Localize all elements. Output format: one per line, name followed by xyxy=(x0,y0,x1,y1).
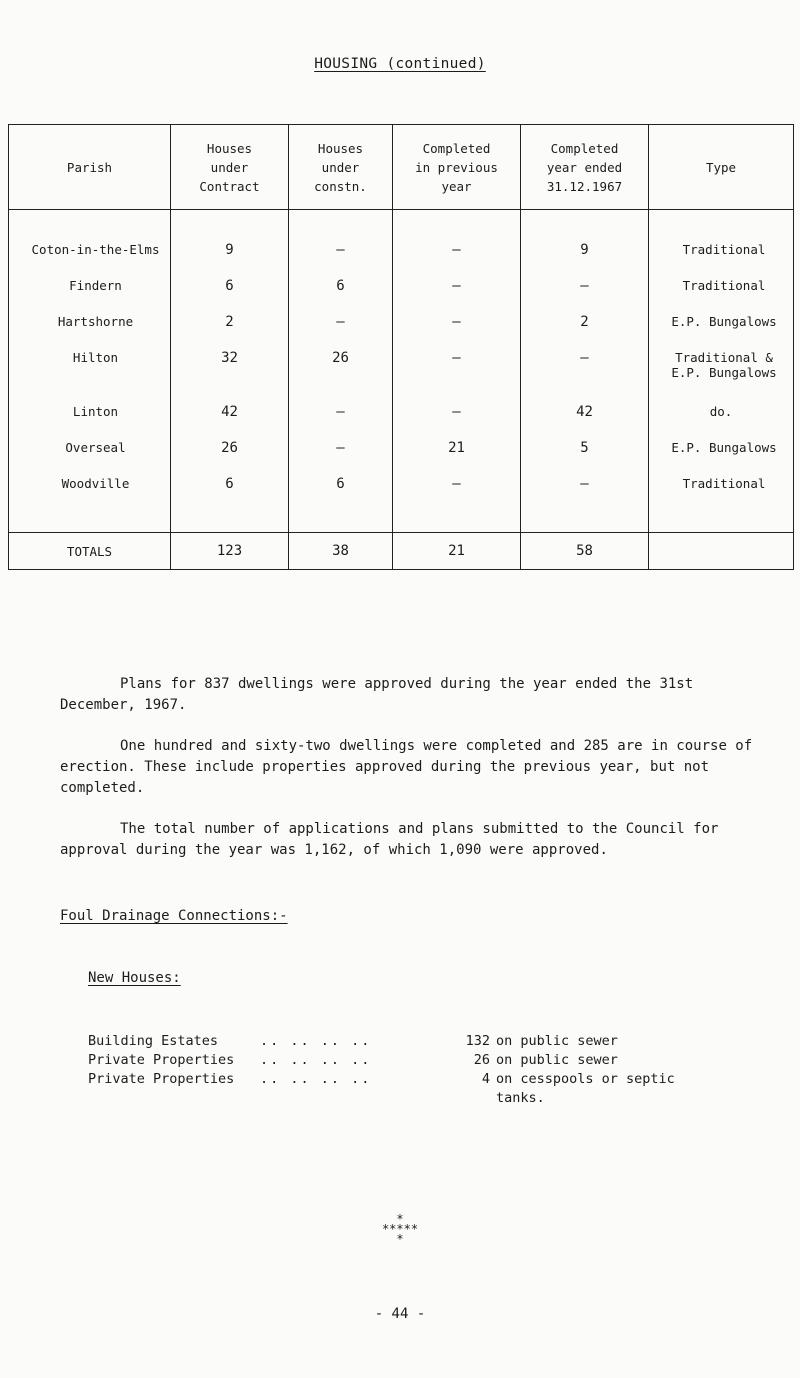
header-houses-under-construction: Houses under constn. xyxy=(289,125,393,210)
cell-constn: 6 xyxy=(289,476,393,533)
cell-constn: – xyxy=(289,440,393,476)
drainage-value: 26 xyxy=(473,1052,490,1068)
cell-prev: – xyxy=(393,278,521,314)
paragraph-applications: The total number of applications and plans submitted to the Council for approval during the year was 1,162, of which 1,090 were approved. xyxy=(60,821,719,858)
drainage-desc: on cesspools or septic tanks. xyxy=(496,1071,675,1106)
cell-ended: – xyxy=(521,278,649,314)
cell-type: Traditional xyxy=(649,210,794,279)
table-row xyxy=(9,440,794,476)
drainage-label: Private Properties xyxy=(88,1052,235,1068)
table-row xyxy=(9,314,794,350)
new-houses-subheading: New Houses: xyxy=(88,970,181,986)
drainage-desc: on public sewer xyxy=(496,1033,618,1049)
cell-prev: – xyxy=(393,314,521,350)
page-title: HOUSING (continued) xyxy=(314,56,486,72)
totals-contract: 123 xyxy=(171,533,289,570)
drainage-label: Private Properties xyxy=(88,1071,235,1087)
cell-contract: 6 xyxy=(171,476,289,533)
totals-label: TOTALS xyxy=(9,533,171,570)
drainage-value: 4 xyxy=(481,1071,490,1087)
leader-dots: .. .. .. .. xyxy=(260,1052,372,1068)
cell-constn: – xyxy=(289,314,393,350)
list-item xyxy=(88,1032,716,1051)
cell-parish: Woodville xyxy=(9,476,171,533)
table-row xyxy=(9,278,794,314)
cell-constn: – xyxy=(289,404,393,440)
cell-contract: 32 xyxy=(171,350,289,404)
cell-ended: – xyxy=(521,350,649,404)
cell-contract: 26 xyxy=(171,440,289,476)
cell-ended: 42 xyxy=(521,404,649,440)
totals-ended: 58 xyxy=(521,533,649,570)
table-row xyxy=(9,476,794,533)
cell-type: Traditional xyxy=(649,476,794,533)
drainage-list xyxy=(88,1032,716,1108)
header-completed-year-ended: Completed year ended 31.12.1967 xyxy=(521,125,649,210)
table-row xyxy=(9,210,794,279)
cell-type: Traditional & E.P. Bungalows xyxy=(649,350,794,404)
cell-parish: Linton xyxy=(9,404,171,440)
cell-constn: – xyxy=(289,210,393,279)
cell-type: do. xyxy=(649,404,794,440)
drainage-desc: on public sewer xyxy=(496,1052,618,1068)
housing-table xyxy=(8,124,794,570)
cell-prev: – xyxy=(393,350,521,404)
paragraph-dwellings-completed: One hundred and sixty-two dwellings were completed and 285 are in course of erection. These include properties approved during the previous year, but not completed. xyxy=(60,738,753,796)
cell-parish: Hartshorne xyxy=(9,314,171,350)
header-completed-previous-year: Completed in previous year xyxy=(393,125,521,210)
totals-row xyxy=(9,533,794,570)
paragraph-plans-approved: Plans for 837 dwellings were approved during the year ended the 31st December, 1967. xyxy=(60,676,694,713)
cell-parish: Hilton xyxy=(9,350,171,404)
leader-dots: .. .. .. .. xyxy=(260,1033,372,1049)
leader-dots: .. .. .. .. xyxy=(260,1071,372,1087)
table-row xyxy=(9,404,794,440)
cell-ended: 9 xyxy=(521,210,649,279)
cell-type: E.P. Bungalows xyxy=(649,440,794,476)
list-item xyxy=(88,1070,716,1108)
totals-constn: 38 xyxy=(289,533,393,570)
cell-prev: – xyxy=(393,404,521,440)
cell-ended: 5 xyxy=(521,440,649,476)
cell-ended: – xyxy=(521,476,649,533)
totals-type xyxy=(649,533,794,570)
cell-prev: – xyxy=(393,210,521,279)
drainage-heading: Foul Drainage Connections:- xyxy=(60,908,288,924)
totals-prev: 21 xyxy=(393,533,521,570)
cell-parish: Overseal xyxy=(9,440,171,476)
list-item xyxy=(88,1051,716,1070)
cell-type: Traditional xyxy=(649,278,794,314)
header-type: Type xyxy=(649,125,794,210)
cell-prev: 21 xyxy=(393,440,521,476)
cell-contract: 6 xyxy=(171,278,289,314)
cell-prev: – xyxy=(393,476,521,533)
page-number: - 44 - xyxy=(374,1306,426,1322)
drainage-value: 132 xyxy=(465,1033,490,1049)
table-header-row xyxy=(9,125,794,210)
cell-parish: Findern xyxy=(9,278,171,314)
cell-parish: Coton-in-the-Elms xyxy=(9,210,171,279)
cell-constn: 6 xyxy=(289,278,393,314)
header-houses-under-contract: Houses under Contract xyxy=(171,125,289,210)
drainage-label: Building Estates xyxy=(88,1033,219,1049)
asterisk-ornament: * ***** * xyxy=(381,1212,419,1246)
table-row xyxy=(9,350,794,404)
cell-constn: 26 xyxy=(289,350,393,404)
cell-contract: 9 xyxy=(171,210,289,279)
cell-ended: 2 xyxy=(521,314,649,350)
cell-contract: 2 xyxy=(171,314,289,350)
cell-type: E.P. Bungalows xyxy=(649,314,794,350)
header-parish: Parish xyxy=(9,125,171,210)
cell-contract: 42 xyxy=(171,404,289,440)
